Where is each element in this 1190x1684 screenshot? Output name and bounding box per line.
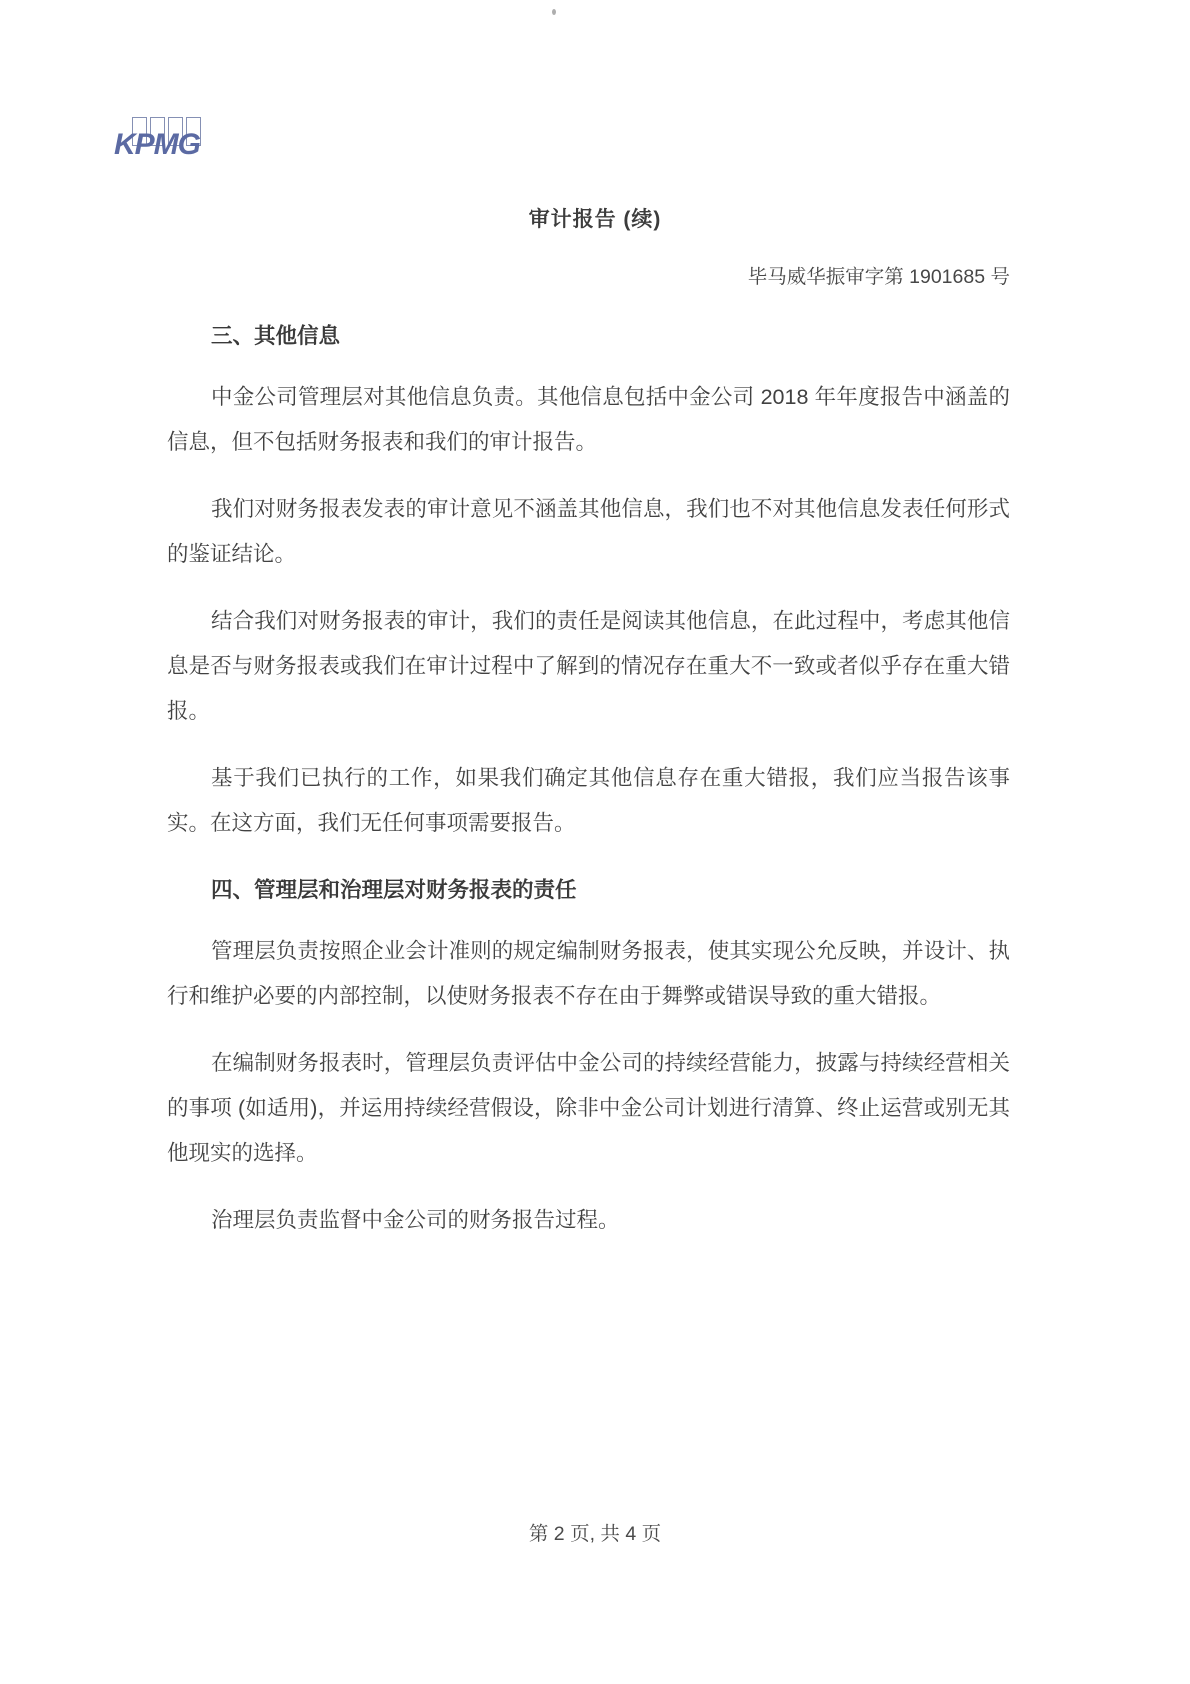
paragraph: 中金公司管理层对其他信息负责。其他信息包括中金公司 2018 年年度报告中涵盖的信息，但不包括财务报表和我们的审计报告。: [167, 385, 1010, 454]
scan-artifact-dot: [552, 9, 556, 15]
kpmg-logo: [114, 117, 201, 160]
page-title: 审计报告 (续): [528, 208, 662, 231]
reference-number: 毕马威华振审字第 1901685 号: [747, 266, 1010, 288]
section-heading-other-information: 三、其他信息: [211, 324, 341, 348]
paragraph: 基于我们已执行的工作，如果我们确定其他信息存在重大错报，我们应当报告该事实。在这方面，我们无任何事项需要报告。: [167, 766, 1010, 835]
paragraph: 我们对财务报表发表的审计意见不涵盖其他信息，我们也不对其他信息发表任何形式的鉴证结论。: [167, 497, 1010, 566]
paragraph: 结合我们对财务报表的审计，我们的责任是阅读其他信息，在此过程中，考虑其他信息是否与财务报表或我们在审计过程中了解到的情况存在重大不一致或者似乎存在重大错报。: [167, 609, 1010, 723]
report-body: [167, 300, 1010, 1265]
kpmg-logo-text: KPMG: [114, 128, 200, 161]
paragraph: 管理层负责按照企业会计准则的规定编制财务报表，使其实现公允反映，并设计、执行和维护必要的内部控制，以使财务报表不存在由于舞弊或错误导致的重大错报。: [167, 939, 1010, 1008]
section-heading-responsibilities: 四、管理层和治理层对财务报表的责任: [211, 878, 577, 902]
paragraph: 在编制财务报表时，管理层负责评估中金公司的持续经营能力，披露与持续经营相关的事项 (如适用)，并运用持续经营假设，除非中金公司计划进行清算、终止运营或别无其他现实的选择。: [167, 1051, 1010, 1165]
paragraph: 治理层负责监督中金公司的财务报告过程。: [211, 1208, 620, 1232]
page-number: 第 2 页, 共 4 页: [528, 1523, 662, 1545]
